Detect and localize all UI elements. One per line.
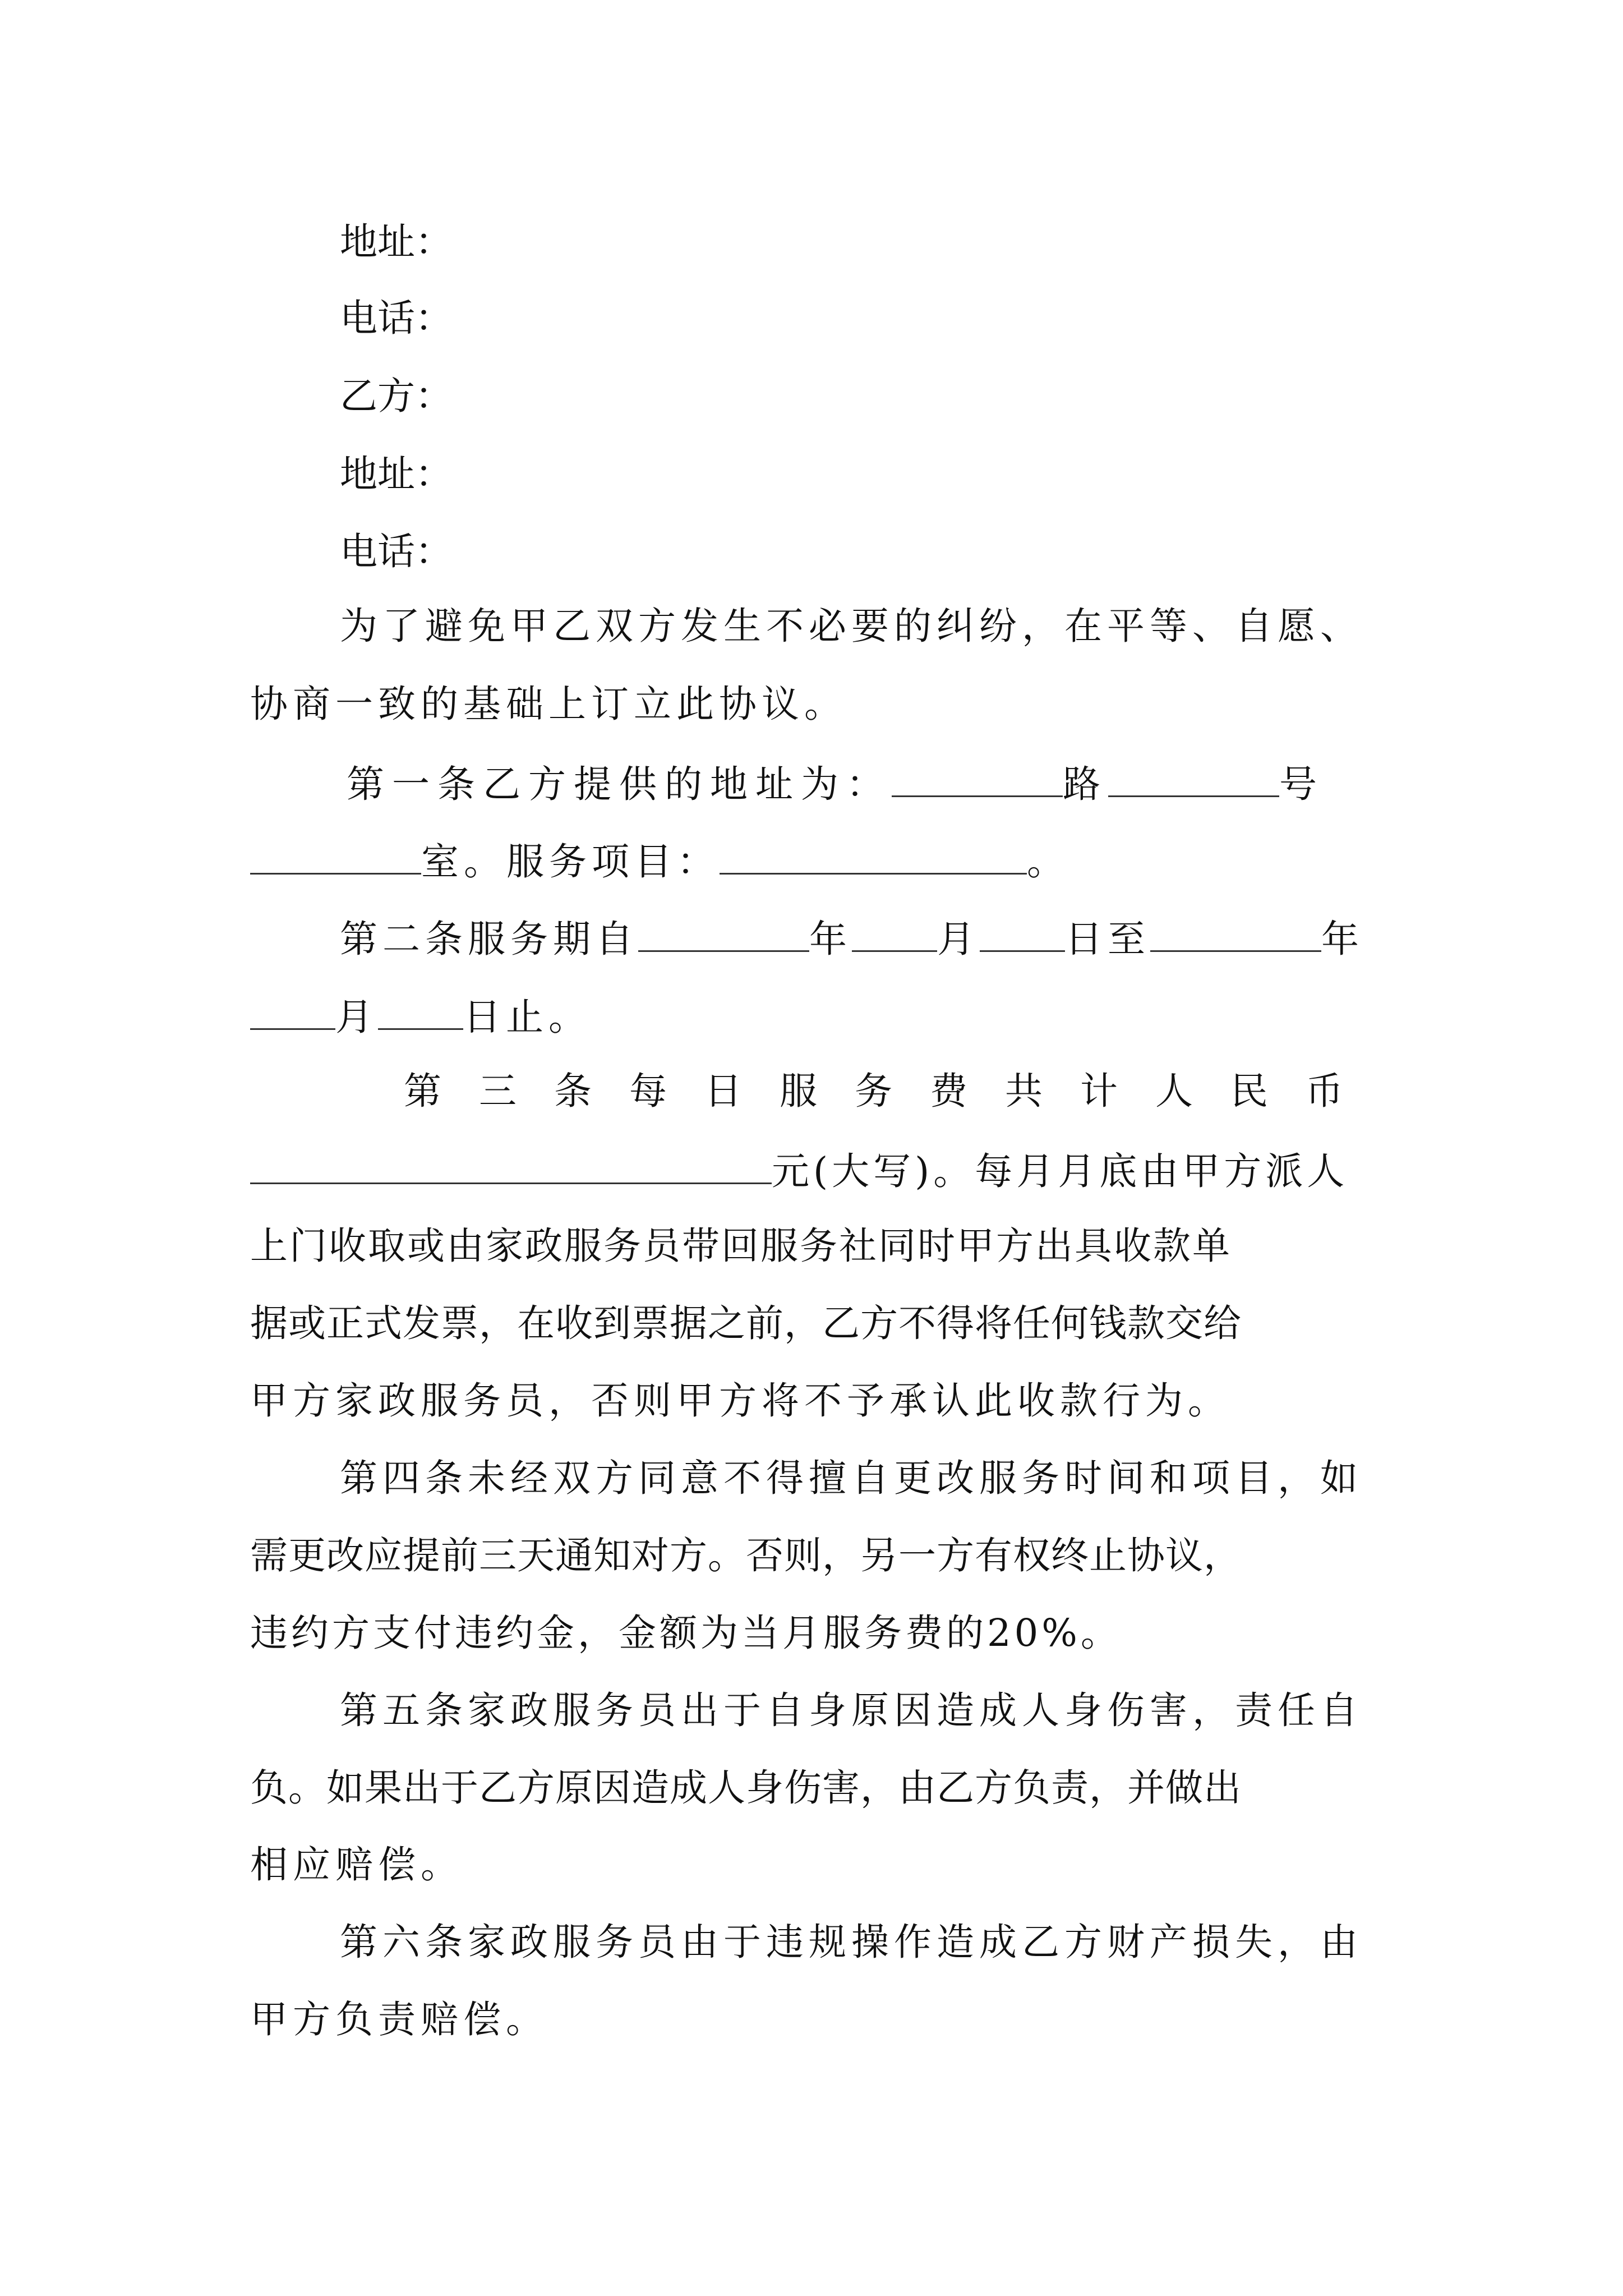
end-day-blank[interactable] xyxy=(378,996,463,1030)
number-blank[interactable] xyxy=(1108,763,1279,797)
party-a-phone-label: 电话： xyxy=(340,296,453,340)
start-day-blank[interactable] xyxy=(980,918,1065,952)
number-label: 号 xyxy=(1279,762,1325,806)
article-3-unit: 元(大写)。每月月底由甲方派人 xyxy=(772,1149,1349,1193)
article-3-line-1: 第三条每日服务费共计人民币 xyxy=(404,1069,1381,1113)
end-year-blank[interactable] xyxy=(1150,918,1321,952)
start-year-blank[interactable] xyxy=(638,918,809,952)
party-a-address-label: 地址： xyxy=(340,220,453,264)
party-b-label: 乙方： xyxy=(340,374,453,418)
article-3-line-2 xyxy=(250,1149,1349,1193)
article-2-prefix: 第二条服务期自 xyxy=(340,917,638,961)
month-label: 月 xyxy=(937,917,980,961)
year-label: 年 xyxy=(809,917,852,961)
article-3-line-5: 甲方家政服务员，否则甲方将不予承认此收款行为。 xyxy=(250,1379,1230,1423)
room-blank[interactable] xyxy=(250,840,421,875)
year2-label: 年 xyxy=(1321,917,1364,961)
article-3-line-3: 上门收取或由家政服务员带回服务社同时甲方出具收款单 xyxy=(250,1224,1232,1268)
article-1-prefix: 第一条乙方提供的地址为： xyxy=(347,762,892,806)
intro-line-2: 协商一致的基础上订立此协议。 xyxy=(250,682,847,726)
article-6-line-1: 第六条家政服务员由于违规操作造成乙方财产损失，由 xyxy=(340,1920,1363,1964)
article-4-line-2: 需更改应提前三天通知对方。否则，另一方有权终止协议， xyxy=(250,1534,1242,1577)
month2-label: 月 xyxy=(335,995,378,1039)
article-2-end: 日止。 xyxy=(463,995,591,1039)
article-1-line-1 xyxy=(347,762,1325,806)
start-month-blank[interactable] xyxy=(852,918,937,952)
service-item-blank[interactable] xyxy=(720,840,1027,875)
article-4-line-3: 违约方支付违约金，金额为当月服务费的20%。 xyxy=(250,1611,1122,1655)
daily-fee-blank[interactable] xyxy=(250,1150,772,1184)
article-2-line-1 xyxy=(340,917,1364,961)
party-b-address-label: 地址： xyxy=(340,452,453,496)
party-b-phone-label: 电话： xyxy=(340,530,453,573)
article-3-line-4: 据或正式发票，在收到票据之前，乙方不得将任何钱款交给 xyxy=(250,1301,1242,1345)
article-5-line-2: 负。如果出于乙方原因造成人身伤害，由乙方负责，并做出 xyxy=(250,1766,1242,1810)
article-1-end: 。 xyxy=(1027,840,1069,884)
article-5-line-3: 相应赔偿。 xyxy=(250,1843,463,1887)
end-month-blank[interactable] xyxy=(250,996,335,1030)
article-6-line-2: 甲方负责赔偿。 xyxy=(250,1998,548,2041)
room-label: 室。服务项目： xyxy=(421,840,720,884)
road-label: 路 xyxy=(1063,762,1108,806)
article-2-line-2 xyxy=(250,995,591,1039)
intro-line-1: 为了避免甲乙双方发生不必要的纠纷，在平等、自愿、 xyxy=(340,604,1363,648)
article-4-line-1: 第四条未经双方同意不得擅自更改服务时间和项目，如 xyxy=(340,1456,1363,1500)
article-5-line-1: 第五条家政服务员出于自身原因造成人身伤害，责任自 xyxy=(340,1688,1363,1732)
day-to-label: 日至 xyxy=(1065,917,1150,961)
article-1-line-2 xyxy=(250,840,1069,884)
road-blank[interactable] xyxy=(892,763,1063,797)
